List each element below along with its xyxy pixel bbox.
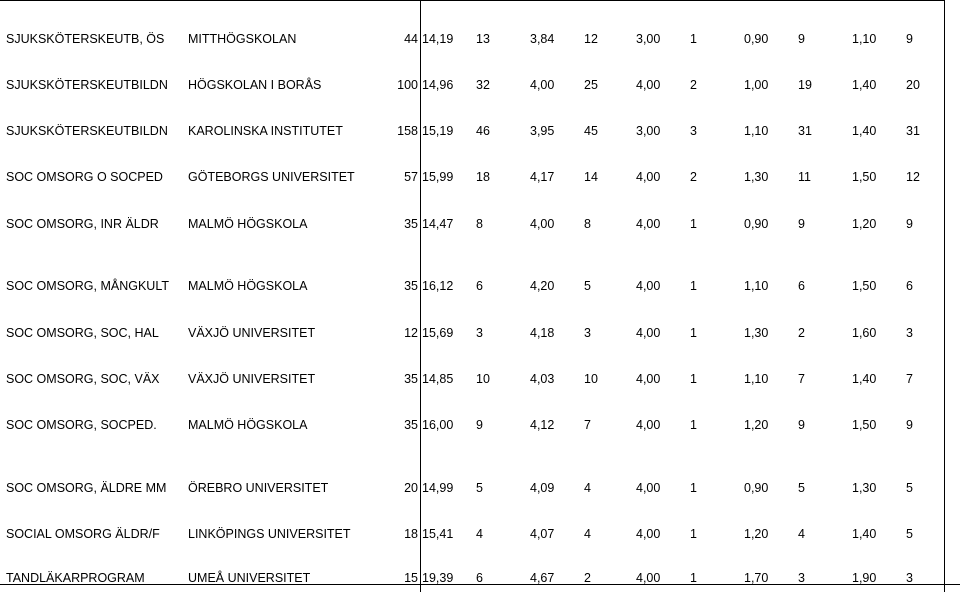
value-cell: 7: [798, 372, 805, 386]
value-cell: 5: [476, 481, 483, 495]
value-cell: 4,00: [636, 326, 661, 340]
value-cell: 14,99: [422, 481, 454, 495]
school-cell: GÖTEBORGS UNIVERSITET: [188, 170, 355, 184]
value-cell: 13: [476, 32, 490, 46]
count-cell: 15: [404, 571, 418, 585]
value-cell: 3: [476, 326, 483, 340]
value-cell: 1,50: [852, 170, 877, 184]
value-cell: 4,00: [636, 217, 661, 231]
value-cell: 8: [584, 217, 591, 231]
value-cell: 4: [584, 527, 591, 541]
value-cell: 14,85: [422, 372, 454, 386]
value-cell: 1: [690, 418, 697, 432]
count-cell: 12: [404, 326, 418, 340]
value-cell: 3,84: [530, 32, 555, 46]
school-cell: MALMÖ HÖGSKOLA: [188, 217, 308, 231]
value-cell: 0,90: [744, 32, 769, 46]
count-cell: 44: [404, 32, 418, 46]
value-cell: 1,10: [852, 32, 877, 46]
table-row: [0, 526, 960, 542]
value-cell: 18: [476, 170, 490, 184]
school-cell: VÄXJÖ UNIVERSITET: [188, 372, 316, 386]
value-cell: 1: [690, 279, 697, 293]
value-cell: 10: [476, 372, 490, 386]
value-cell: 1: [690, 32, 697, 46]
value-cell: 10: [584, 372, 598, 386]
program-cell: SJUKSKÖTERSKEUTB, ÖS: [6, 32, 165, 46]
value-cell: 15,19: [422, 124, 454, 138]
school-cell: MALMÖ HÖGSKOLA: [188, 279, 308, 293]
value-cell: 1,10: [744, 279, 769, 293]
value-cell: 2: [584, 571, 591, 585]
table-row: [0, 325, 960, 341]
value-cell: 14,96: [422, 78, 454, 92]
value-cell: 4,00: [636, 418, 661, 432]
value-cell: 1: [690, 481, 697, 495]
value-cell: 14: [584, 170, 598, 184]
value-cell: 12: [584, 32, 598, 46]
value-cell: 1,40: [852, 372, 877, 386]
count-cell: 35: [404, 418, 418, 432]
count-cell: 18: [404, 527, 418, 541]
value-cell: 4,03: [530, 372, 555, 386]
value-cell: 1,20: [744, 418, 769, 432]
value-cell: 31: [798, 124, 812, 138]
value-cell: 6: [906, 279, 913, 293]
value-cell: 6: [476, 279, 483, 293]
value-cell: 4: [476, 527, 483, 541]
value-cell: 1,50: [852, 279, 877, 293]
program-cell: SOC OMSORG, INR ÄLDR: [6, 217, 159, 231]
table-row: [0, 31, 960, 47]
value-cell: 46: [476, 124, 490, 138]
count-cell: 35: [404, 372, 418, 386]
value-cell: 32: [476, 78, 490, 92]
value-cell: 3: [906, 571, 913, 585]
value-cell: 20: [906, 78, 920, 92]
table-top-border: [0, 0, 944, 1]
program-cell: SOC OMSORG, SOC, HAL: [6, 326, 159, 340]
value-cell: 4: [798, 527, 805, 541]
table-row: [0, 480, 960, 496]
value-cell: 4,09: [530, 481, 555, 495]
value-cell: 5: [906, 481, 913, 495]
value-cell: 31: [906, 124, 920, 138]
value-cell: 9: [906, 418, 913, 432]
value-cell: 5: [798, 481, 805, 495]
value-cell: 4,00: [636, 279, 661, 293]
value-cell: 1,90: [852, 571, 877, 585]
value-cell: 9: [798, 217, 805, 231]
program-cell: SOC OMSORG O SOCPED: [6, 170, 163, 184]
value-cell: 9: [798, 418, 805, 432]
value-cell: 7: [584, 418, 591, 432]
value-cell: 9: [798, 32, 805, 46]
count-cell: 35: [404, 279, 418, 293]
value-cell: 4,00: [636, 527, 661, 541]
value-cell: 2: [690, 78, 697, 92]
value-cell: 1,20: [744, 527, 769, 541]
school-cell: ÖREBRO UNIVERSITET: [188, 481, 329, 495]
program-cell: SOC OMSORG, MÅNGKULT: [6, 279, 169, 293]
value-cell: 16,00: [422, 418, 454, 432]
value-cell: 4,67: [530, 571, 555, 585]
value-cell: 1,00: [744, 78, 769, 92]
value-cell: 4,17: [530, 170, 555, 184]
value-cell: 4,12: [530, 418, 555, 432]
school-cell: UMEÅ UNIVERSITET: [188, 571, 311, 585]
value-cell: 15,99: [422, 170, 454, 184]
value-cell: 4: [584, 481, 591, 495]
value-cell: 3: [690, 124, 697, 138]
value-cell: 9: [906, 32, 913, 46]
table-row: [0, 216, 960, 232]
value-cell: 1,10: [744, 124, 769, 138]
value-cell: 3: [584, 326, 591, 340]
value-cell: 3: [906, 326, 913, 340]
value-cell: 4,00: [636, 170, 661, 184]
table-row: [0, 278, 960, 294]
table-row: [0, 570, 960, 586]
value-cell: 19: [798, 78, 812, 92]
school-cell: HÖGSKOLAN I BORÅS: [188, 78, 322, 92]
program-cell: SOCIAL OMSORG ÄLDR/F: [6, 527, 160, 541]
value-cell: 1,10: [744, 372, 769, 386]
value-cell: 19,39: [422, 571, 454, 585]
value-cell: 4,00: [636, 571, 661, 585]
value-cell: 45: [584, 124, 598, 138]
value-cell: 9: [906, 217, 913, 231]
value-cell: 16,12: [422, 279, 454, 293]
value-cell: 3,95: [530, 124, 555, 138]
value-cell: 12: [906, 170, 920, 184]
value-cell: 1,30: [744, 170, 769, 184]
value-cell: 4,00: [636, 372, 661, 386]
count-cell: 158: [397, 124, 418, 138]
value-cell: 2: [798, 326, 805, 340]
value-cell: 1: [690, 326, 697, 340]
program-cell: SJUKSKÖTERSKEUTBILDN: [6, 124, 168, 138]
value-cell: 1: [690, 217, 697, 231]
value-cell: 1,40: [852, 124, 877, 138]
school-cell: LINKÖPINGS UNIVERSITET: [188, 527, 351, 541]
program-cell: SOC OMSORG, SOCPED.: [6, 418, 157, 432]
value-cell: 0,90: [744, 217, 769, 231]
value-cell: 4,00: [636, 78, 661, 92]
value-cell: 9: [476, 418, 483, 432]
value-cell: 1: [690, 527, 697, 541]
value-cell: 5: [906, 527, 913, 541]
value-cell: 7: [906, 372, 913, 386]
count-cell: 100: [397, 78, 418, 92]
table-row: [0, 169, 960, 185]
count-cell: 57: [404, 170, 418, 184]
value-cell: 5: [584, 279, 591, 293]
value-cell: 4,00: [636, 481, 661, 495]
value-cell: 6: [798, 279, 805, 293]
value-cell: 6: [476, 571, 483, 585]
program-cell: SOC OMSORG, ÄLDRE MM: [6, 481, 167, 495]
value-cell: 3,00: [636, 32, 661, 46]
program-cell: SJUKSKÖTERSKEUTBILDN: [6, 78, 168, 92]
value-cell: 4,18: [530, 326, 555, 340]
value-cell: 8: [476, 217, 483, 231]
value-cell: 0,90: [744, 481, 769, 495]
value-cell: 1,30: [744, 326, 769, 340]
school-cell: KAROLINSKA INSTITUTET: [188, 124, 343, 138]
value-cell: 4,00: [530, 78, 555, 92]
program-cell: SOC OMSORG, SOC, VÄX: [6, 372, 160, 386]
value-cell: 1: [690, 571, 697, 585]
value-cell: 1,30: [852, 481, 877, 495]
value-cell: 1: [690, 372, 697, 386]
table-row: [0, 77, 960, 93]
count-cell: 35: [404, 217, 418, 231]
value-cell: 1,20: [852, 217, 877, 231]
table-row: [0, 371, 960, 387]
count-cell: 20: [404, 481, 418, 495]
value-cell: 15,41: [422, 527, 454, 541]
value-cell: 1,40: [852, 527, 877, 541]
value-cell: 3: [798, 571, 805, 585]
value-cell: 1,40: [852, 78, 877, 92]
value-cell: 15,69: [422, 326, 454, 340]
program-cell: TANDLÄKARPROGRAM: [6, 571, 145, 585]
value-cell: 1,60: [852, 326, 877, 340]
school-cell: VÄXJÖ UNIVERSITET: [188, 326, 316, 340]
school-cell: MALMÖ HÖGSKOLA: [188, 418, 308, 432]
value-cell: 14,19: [422, 32, 454, 46]
value-cell: 25: [584, 78, 598, 92]
table-row: [0, 417, 960, 433]
value-cell: 4,00: [530, 217, 555, 231]
value-cell: 1,70: [744, 571, 769, 585]
table-row: [0, 123, 960, 139]
value-cell: 1,50: [852, 418, 877, 432]
value-cell: 4,20: [530, 279, 555, 293]
value-cell: 2: [690, 170, 697, 184]
school-cell: MITTHÖGSKOLAN: [188, 32, 297, 46]
value-cell: 11: [798, 170, 811, 184]
value-cell: 14,47: [422, 217, 454, 231]
value-cell: 4,07: [530, 527, 555, 541]
value-cell: 3,00: [636, 124, 661, 138]
